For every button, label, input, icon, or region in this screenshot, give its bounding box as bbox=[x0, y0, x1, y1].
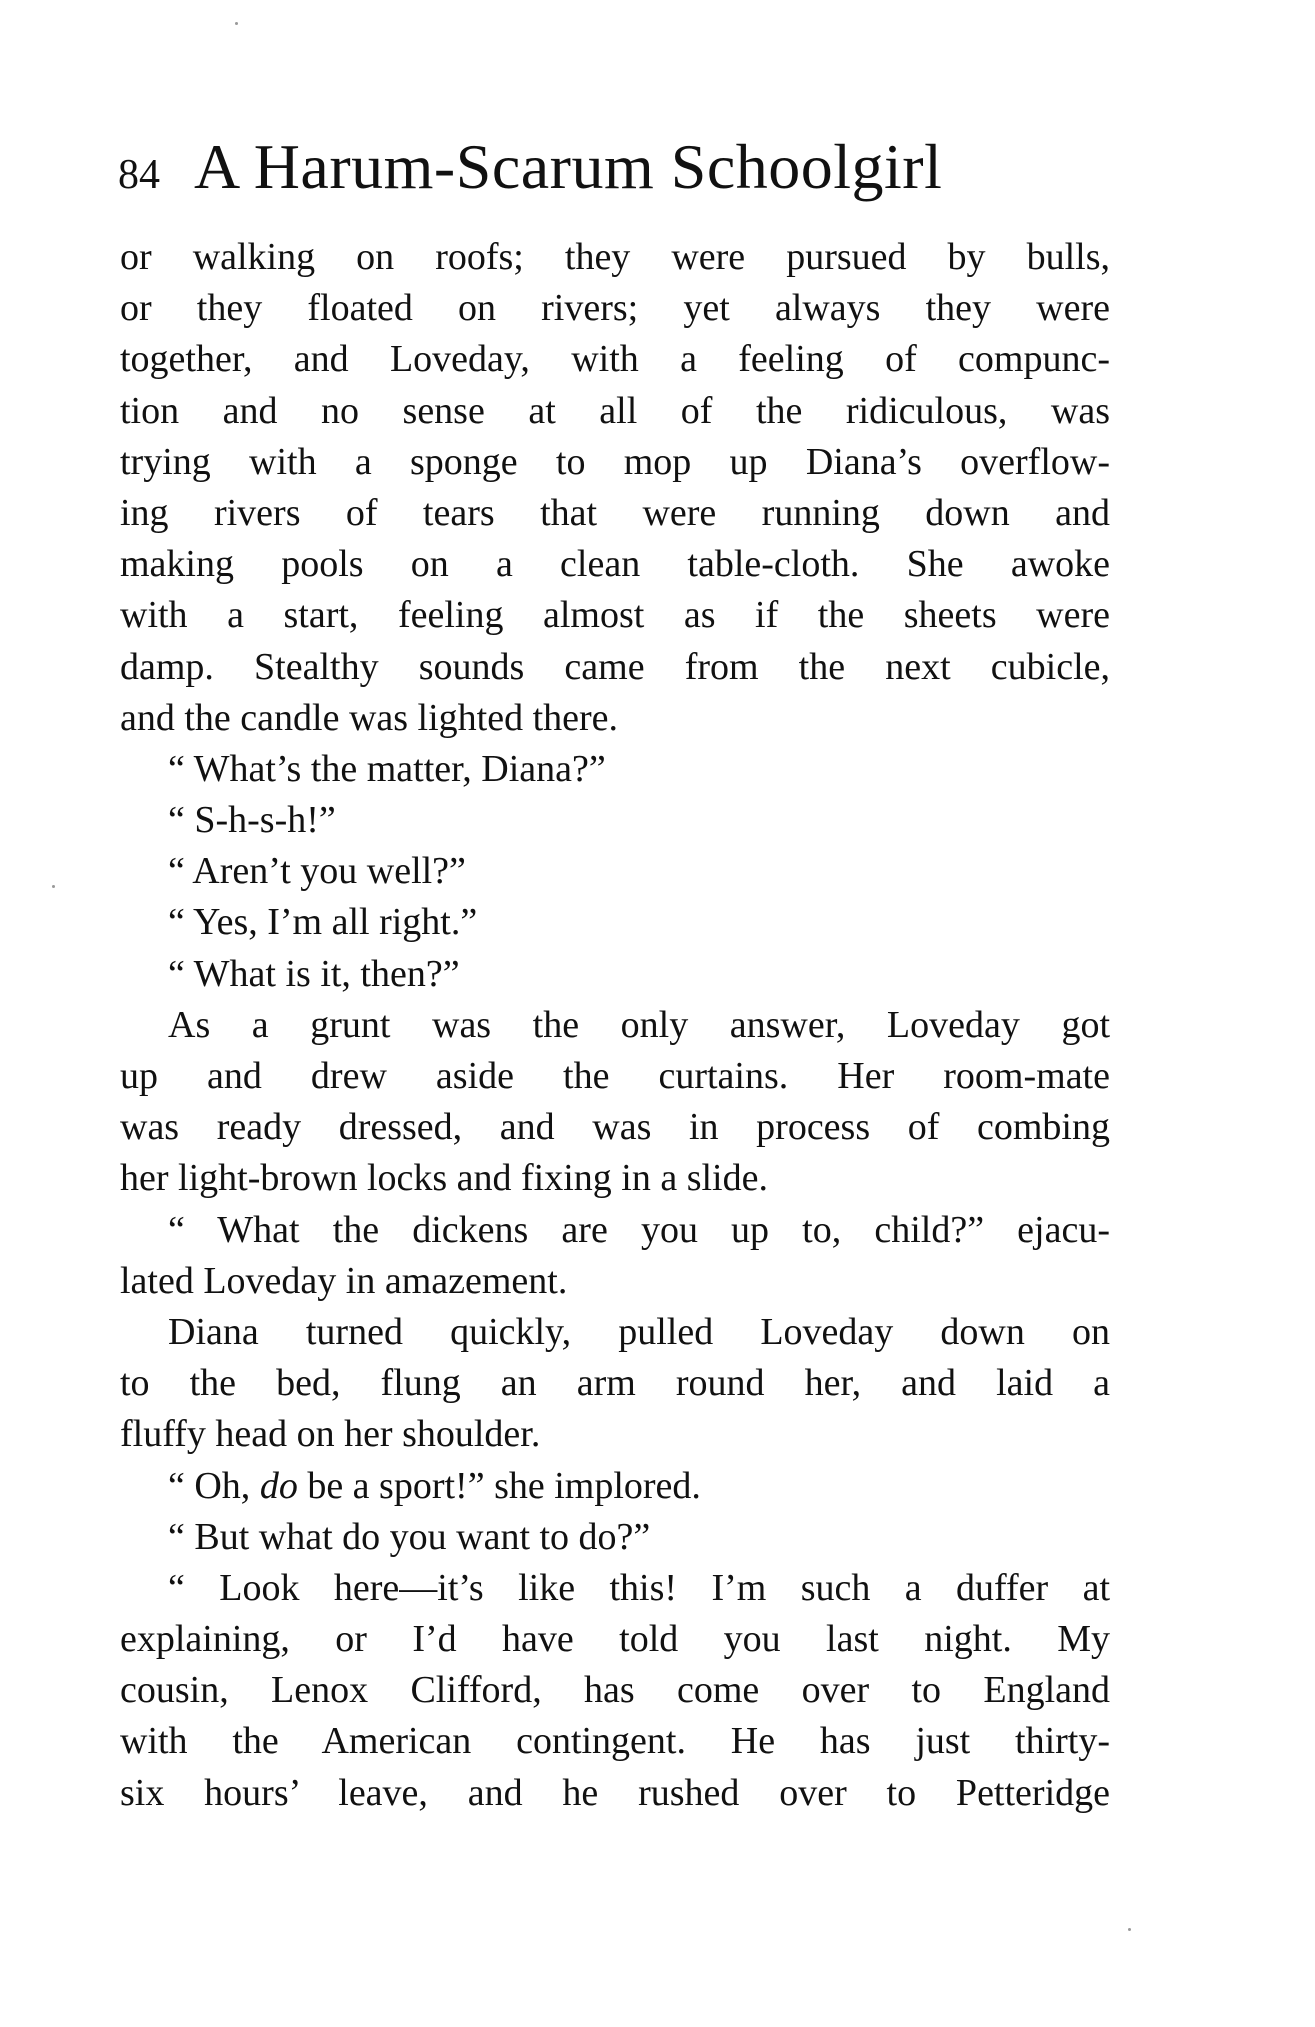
running-head bbox=[118, 130, 1108, 210]
text-line-content: and the candle was lighted there. bbox=[120, 696, 619, 739]
text-line-content: with a start, feeling almost as if the sheets were bbox=[120, 594, 1110, 637]
text-line bbox=[120, 1358, 1110, 1409]
text-line bbox=[120, 846, 1110, 897]
text-line bbox=[120, 642, 1110, 693]
text-line bbox=[120, 1307, 1110, 1358]
text-line-content: together, and Loveday, with a feeling of compunc- bbox=[120, 338, 1110, 381]
text-line bbox=[120, 1512, 1110, 1563]
text-line bbox=[120, 488, 1110, 539]
text-line bbox=[120, 1205, 1110, 1256]
text-line bbox=[120, 1256, 1110, 1307]
text-line-content: up and drew aside the curtains. Her room-mate bbox=[120, 1055, 1110, 1097]
text-line-content: was ready dressed, and was in process of combing bbox=[120, 1106, 1110, 1149]
text-line-content: to the bed, flung an arm round her, and laid a bbox=[120, 1362, 1110, 1405]
text-line bbox=[120, 1768, 1110, 1819]
text-line-content: six hours’ leave, and he rushed over to Petteridge bbox=[120, 1771, 1110, 1814]
paper-speck bbox=[1128, 1928, 1131, 1931]
text-line bbox=[120, 1102, 1110, 1153]
text-line-content: or walking on roofs; they were pursued by bulls, bbox=[120, 236, 1110, 278]
text-line-content: making pools on a clean table-cloth. She awoke bbox=[120, 543, 1110, 586]
text-line-content: lated Loveday in amazement. bbox=[120, 1259, 568, 1302]
text-line-content: “ What’s the matter, Diana?” bbox=[168, 747, 606, 790]
text-line-content: with the American contingent. He has just thirty- bbox=[120, 1720, 1110, 1763]
text-line bbox=[120, 1461, 1110, 1512]
page-number: 84 bbox=[118, 152, 160, 198]
text-line-content: her light-brown locks and fixing in a slide. bbox=[120, 1157, 768, 1200]
text-line-content: fluffy head on her shoulder. bbox=[120, 1413, 541, 1456]
text-line bbox=[120, 283, 1110, 334]
text-line-content: explaining, or I’d have told you last night. My bbox=[120, 1618, 1110, 1661]
text-line bbox=[120, 539, 1110, 590]
text-line bbox=[120, 1153, 1110, 1204]
text-line-content: cousin, Lenox Clifford, has come over to England bbox=[120, 1669, 1110, 1712]
emphasis: do bbox=[259, 1464, 298, 1507]
paper-speck bbox=[235, 22, 238, 25]
text-line-content: “ What is it, then?” bbox=[168, 952, 460, 995]
text-line-content: trying with a sponge to mop up Diana’s overflow- bbox=[120, 440, 1110, 483]
text-line bbox=[120, 1614, 1110, 1665]
text-line-content: “ What the dickens are you up to, child?” ejacu- bbox=[168, 1208, 1110, 1251]
text-line-content: “ Oh, do be a sport!” she implored. bbox=[168, 1464, 701, 1507]
text-line bbox=[120, 1409, 1110, 1460]
text-line bbox=[120, 744, 1110, 795]
text-line-content: “ But what do you want to do?” bbox=[168, 1515, 651, 1558]
text-line bbox=[120, 795, 1110, 846]
text-line bbox=[120, 590, 1110, 641]
text-line bbox=[120, 1000, 1110, 1051]
text-line-content: “ S-h-s-h!” bbox=[168, 799, 336, 842]
text-line bbox=[120, 897, 1110, 948]
text-line-content: or they floated on rivers; yet always they were bbox=[120, 287, 1110, 330]
text-line-content: damp. Stealthy sounds came from the next cubicle, bbox=[120, 645, 1110, 688]
running-title: A Harum-Scarum Schoolgirl bbox=[194, 131, 943, 202]
text-line-content: Diana turned quickly, pulled Loveday down on bbox=[168, 1310, 1110, 1353]
text-line bbox=[120, 386, 1110, 437]
text-line bbox=[120, 437, 1110, 488]
text-line bbox=[120, 232, 1110, 283]
text-line bbox=[120, 949, 1110, 1000]
text-line bbox=[120, 1716, 1110, 1767]
text-line bbox=[120, 1051, 1110, 1102]
paper-speck bbox=[52, 885, 55, 888]
text-line-content: As a grunt was the only answer, Loveday got bbox=[168, 1003, 1110, 1046]
text-line-content: “ Aren’t you well?” bbox=[168, 850, 466, 893]
text-line bbox=[120, 334, 1110, 385]
body-text bbox=[120, 232, 1110, 1819]
text-line-content: tion and no sense at all of the ridiculous, was bbox=[120, 389, 1110, 432]
text-line bbox=[120, 1563, 1110, 1614]
text-line bbox=[120, 693, 1110, 744]
text-line-content: “ Look here—it’s like this! I’m such a duffer at bbox=[168, 1566, 1110, 1609]
text-line-content: ing rivers of tears that were running down and bbox=[120, 491, 1110, 534]
text-line-content: “ Yes, I’m all right.” bbox=[168, 901, 478, 944]
text-line bbox=[120, 1665, 1110, 1716]
